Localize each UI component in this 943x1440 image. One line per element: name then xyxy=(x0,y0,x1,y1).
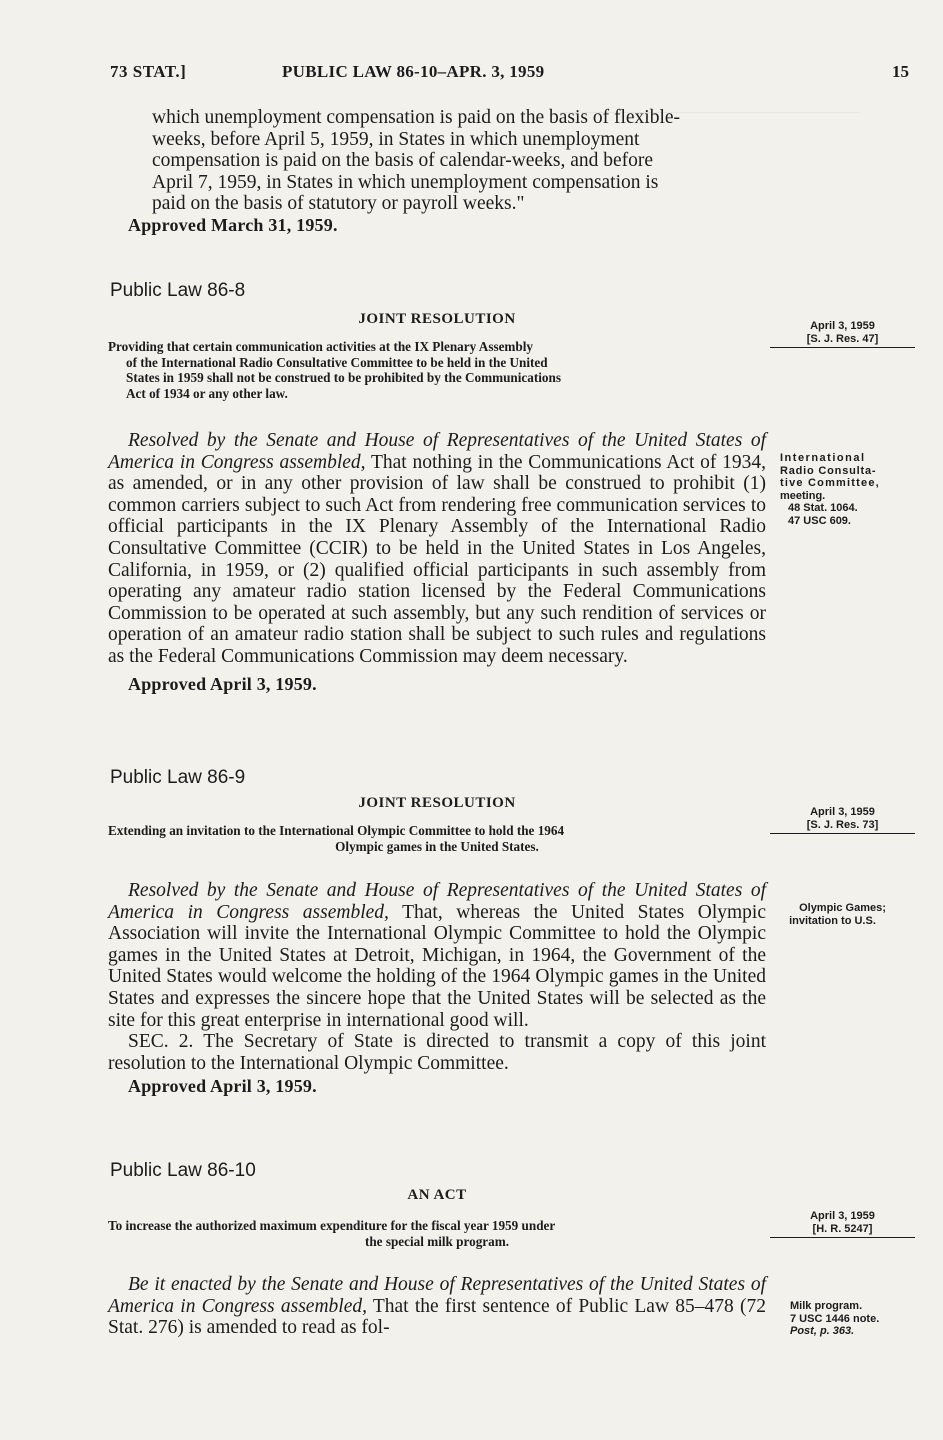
pl86-9-summary-line-2: Olympic games in the United States. xyxy=(335,838,539,854)
pl86-9-summary xyxy=(108,823,766,854)
pl86-10-summary xyxy=(108,1218,766,1249)
intro-line-4: April 7, 1959, in States in which unemployment compensation is xyxy=(152,171,659,193)
pl86-8-text xyxy=(108,430,766,695)
pl86-8-margin-ref: [S. J. Res. 47] xyxy=(770,333,915,349)
pl86-10-margin-citation xyxy=(770,1210,915,1238)
intro-line-2: weeks, before April 5, 1959, in States in which unemployment xyxy=(152,128,640,150)
pl86-9-heading: JOINT RESOLUTION xyxy=(358,795,516,811)
pl86-9-resolving-clause xyxy=(108,880,766,1031)
pl86-8-resolving-clause xyxy=(108,430,766,668)
pl86-9-margin-ref: [S. J. Res. 73] xyxy=(770,819,915,835)
pl86-8-title: Public Law 86-8 xyxy=(110,280,246,301)
pl86-9-margin-note-line-1: Olympic Games; xyxy=(799,902,886,914)
pl86-8-margin-date: April 3, 1959 xyxy=(810,320,875,332)
pl86-9-margin-note xyxy=(770,902,915,927)
pl86-8-summary-line-2: of the International Radio Consultative Committee to be held in the United xyxy=(126,354,548,370)
pl86-10-margin-note-line-3: Post, p. 363. xyxy=(790,1325,855,1337)
intro-approved: Approved March 31, 1959. xyxy=(128,214,338,235)
pl86-10-margin-note-line-2: 7 USC 1446 note. xyxy=(790,1312,880,1325)
pl86-10-title: Public Law 86-10 xyxy=(110,1160,256,1181)
pl86-8-margin-note-line-2: Radio Consulta- xyxy=(780,464,877,477)
pl86-8-margin-note-line-3: tive Committee, xyxy=(780,477,880,489)
pl86-8-margin-note-line-6: 47 USC 609. xyxy=(788,514,851,527)
pl86-10-body: That the first sentence of Public Law 85–478 (72 Stat. 276) is amended to read as fol- xyxy=(108,1295,766,1339)
pl86-9-summary-line-1: Extending an invitation to the International Olympic Committee to hold the 1964 xyxy=(108,823,565,838)
page-number: 15 xyxy=(892,62,909,81)
pl86-10-summary-line-1: To increase the authorized maximum expenditure for the fiscal year 1959 under xyxy=(108,1218,556,1233)
pl86-10-margin-note xyxy=(790,1300,920,1338)
pl86-8-heading: JOINT RESOLUTION xyxy=(358,311,516,327)
pl86-10-margin-note-line-1: Milk program. xyxy=(790,1300,863,1312)
pl86-8-summary-line-4: Act of 1934 or any other law. xyxy=(126,385,288,401)
pl86-9-margin-date: April 3, 1959 xyxy=(810,806,875,818)
pl86-9-title: Public Law 86-9 xyxy=(110,767,246,788)
pl86-8-margin-note-line-5: 48 Stat. 1064. xyxy=(788,502,858,514)
pl86-8-margin-note-line-1: International xyxy=(780,452,866,464)
pl86-8-margin-note-line-4: meeting. xyxy=(780,489,826,502)
pl86-8-summary-line-3: States in 1959 shall not be construed to be prohibited by the Communications xyxy=(126,370,561,385)
pl86-9-sec2-label: SEC. 2. xyxy=(128,1031,194,1053)
pl86-8-summary-line-1: Providing that certain communication activities at the IX Plenary Assembly xyxy=(108,339,534,354)
running-header-volume: 73 STAT.] xyxy=(110,62,187,81)
intro-line-5: paid on the basis of statutory or payroll weeks." xyxy=(152,193,525,215)
intro-line-1: which unemployment compensation is paid on the basis of flexible- xyxy=(152,107,681,128)
pl86-8-summary xyxy=(108,339,766,401)
pl86-8-approved: Approved April 3, 1959. xyxy=(128,673,317,694)
pl86-9-resolved-italic: Resolved by the Senate and House of Representatives of the United States of America in Congress assembled, xyxy=(108,880,766,923)
pl86-9-text xyxy=(108,880,766,1097)
pl86-10-enacted-italic: Be it enacted by the Senate and House of Representatives of the United States of America in Congress assembled, xyxy=(108,1274,766,1317)
pl86-9-margin-note-line-2: invitation to U.S. xyxy=(789,914,876,927)
pl86-10-margin-ref: [H. R. 5247] xyxy=(770,1223,915,1239)
pl86-10-margin-date: April 3, 1959 xyxy=(810,1210,875,1222)
pl86-9-margin-citation xyxy=(770,806,915,834)
pl86-10-text xyxy=(108,1274,766,1339)
pl86-9-sec2-body: The Secretary of State is directed to transmit a copy of this joint resolution to the International Olympic Committee. xyxy=(108,1031,766,1074)
pl86-9-body: That, whereas the United States Olympic Association will invite the International Olympic Committee to hold the Olympic games in the United States at Detroit, Michigan, in 1964, the Government of the United States would welcome the holding of the 1964 Olympic games in the United States and expresses the sincere hope that the United States will be selected as the site for this great enterprise in international good will. xyxy=(108,901,766,1031)
pl86-8-resolved-italic: Resolved by the Senate and House of Representatives of the United States of America in Congress assembled, xyxy=(108,430,766,473)
intro-continued xyxy=(108,107,766,236)
pl86-8-body: That nothing in the Communications Act of 1934, as amended, or in any other provision of law shall be construed to prohibit (1) common carriers subject to such Act from rendering free communication services to official participants in the IX Plenary Assembly of the International Radio Consultative Committee (CCIR) to be held in the United States in Los Angeles, California, in 1959, or (2) qualified official participants in such assembly from operating any amateur radio station licensed by the Federal Communications Commission to be operated at such assembly, but any such rendition of services or operation of an amateur radio station shall be subject to such rules and regulations as the Federal Communications Commission may deem necessary. xyxy=(108,451,766,667)
pl86-9-approved: Approved April 3, 1959. xyxy=(128,1076,317,1097)
pl86-10-enacting-clause xyxy=(108,1274,766,1339)
pl86-9-section-2 xyxy=(108,1031,766,1074)
running-header-title: PUBLIC LAW 86-10–APR. 3, 1959 xyxy=(282,62,545,81)
pl86-8-margin-citation xyxy=(770,320,915,348)
intro-line-3: compensation is paid on the basis of calendar-weeks, and before xyxy=(152,150,654,172)
pl86-10-heading: AN ACT xyxy=(407,1187,467,1203)
pl86-8-margin-note xyxy=(780,452,920,527)
pl86-10-summary-line-2: the special milk program. xyxy=(364,1233,510,1249)
